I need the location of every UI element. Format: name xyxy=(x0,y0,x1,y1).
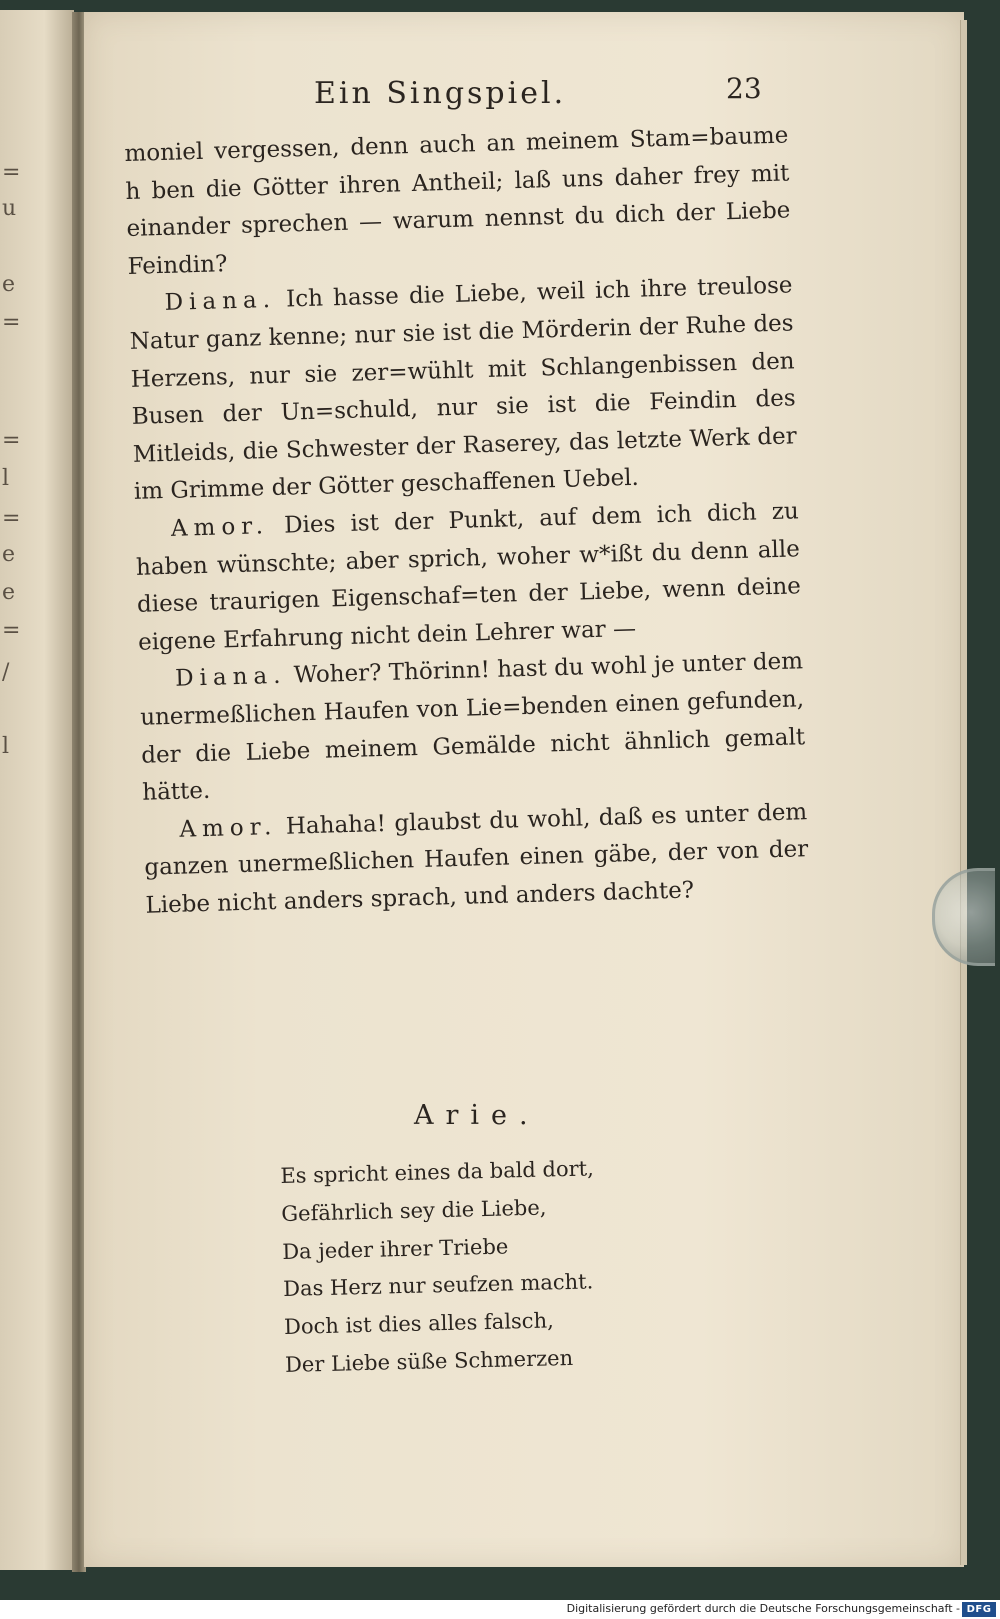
running-head: Ein Singspiel. xyxy=(314,76,567,111)
left-margin-mark: u xyxy=(2,196,17,221)
paragraph xyxy=(139,644,807,813)
left-margin-mark: = xyxy=(2,506,21,531)
left-margin-mark: / xyxy=(2,660,10,685)
left-margin-mark: = xyxy=(2,428,21,453)
left-margin-mark: e xyxy=(2,580,16,605)
verse-line: Der Liebe süße Schmerzen xyxy=(284,1345,574,1377)
paragraph xyxy=(128,268,798,512)
speech-text: Ich hasse die Liebe, weil ich ihre treulose Natur ganz kenne; nur sie ist die Mörderin der Ruhe des Herzens, nur sie zer=wühlt mit Schlangenbissen den Busen der Un=schuld, nur sie ist die Feindin des Mitleids, die Schwester der Raserey, das letzte Werk der im Grimme der Götter geschaffenen Uebel. xyxy=(129,272,798,506)
verse-line: Doch ist dies alles falsch, xyxy=(283,1308,555,1340)
paragraph xyxy=(134,493,802,662)
verse-line: Gefährlich sey die Liebe, xyxy=(281,1195,547,1226)
body-text xyxy=(124,117,810,925)
paragraph: moniel vergessen, denn auch an meinem Stam=baume h ben die Götter ihren Antheil; laß uns daher frey mit einander sprechen — warum nennst du dich der Liebe Feindin? xyxy=(124,122,791,280)
speech-text: Woher? Thörinn! hast du wohl je unter dem unermeßlichen Haufen von Lie=benden einen gefunden, der die Liebe meinem Gemälde nicht ähnlich gemalt hätte. xyxy=(139,648,806,806)
verse-line: Es spricht eines da bald dort, xyxy=(280,1156,595,1188)
left-margin-mark: = xyxy=(2,618,21,643)
speaker-name: Diana. xyxy=(174,662,287,693)
aria-verse xyxy=(280,1148,705,1385)
speech-text: Dies ist der Punkt, auf dem ich dich zu haben wünschte; aber sprich, woher w*ißt du denn alle diese traurigen Eigenschaf=ten der Liebe, wenn deine eigene Erfahrung nicht dein Lehrer war — xyxy=(135,498,802,656)
left-margin-mark: l xyxy=(2,734,10,759)
speaker-name: Amor. xyxy=(179,813,278,843)
funding-credit: Digitalisierung gefördert durch die Deutsche Forschungsgemeinschaft - xyxy=(566,1602,960,1615)
page-stack-edge xyxy=(960,20,967,1565)
speaker-name: Diana. xyxy=(164,287,277,317)
left-margin-mark: = xyxy=(2,160,21,185)
left-margin-mark: l xyxy=(2,466,10,491)
left-margin-mark: = xyxy=(2,310,21,335)
verse-line: Das Herz nur seufzen macht. xyxy=(282,1269,594,1302)
speaker-name: Amor. xyxy=(170,513,270,542)
dfg-logo: DFG xyxy=(962,1602,996,1617)
speech-text: Hahaha! glaubst du wohl, daß es unter dem ganzen unermeßlichen Haufen einen gäbe, der von der Liebe nicht anders sprach, und anders dachte? xyxy=(144,798,809,919)
verse-line: Da jeder ihrer Triebe xyxy=(281,1234,509,1264)
aria-heading: Arie. xyxy=(414,1100,540,1131)
left-margin-mark: e xyxy=(2,272,16,297)
page-number: 23 xyxy=(726,72,762,105)
footer-bar xyxy=(0,1600,1000,1619)
left-page-edge xyxy=(0,10,74,1570)
paragraph xyxy=(143,794,810,925)
left-margin-mark: e xyxy=(2,542,16,567)
